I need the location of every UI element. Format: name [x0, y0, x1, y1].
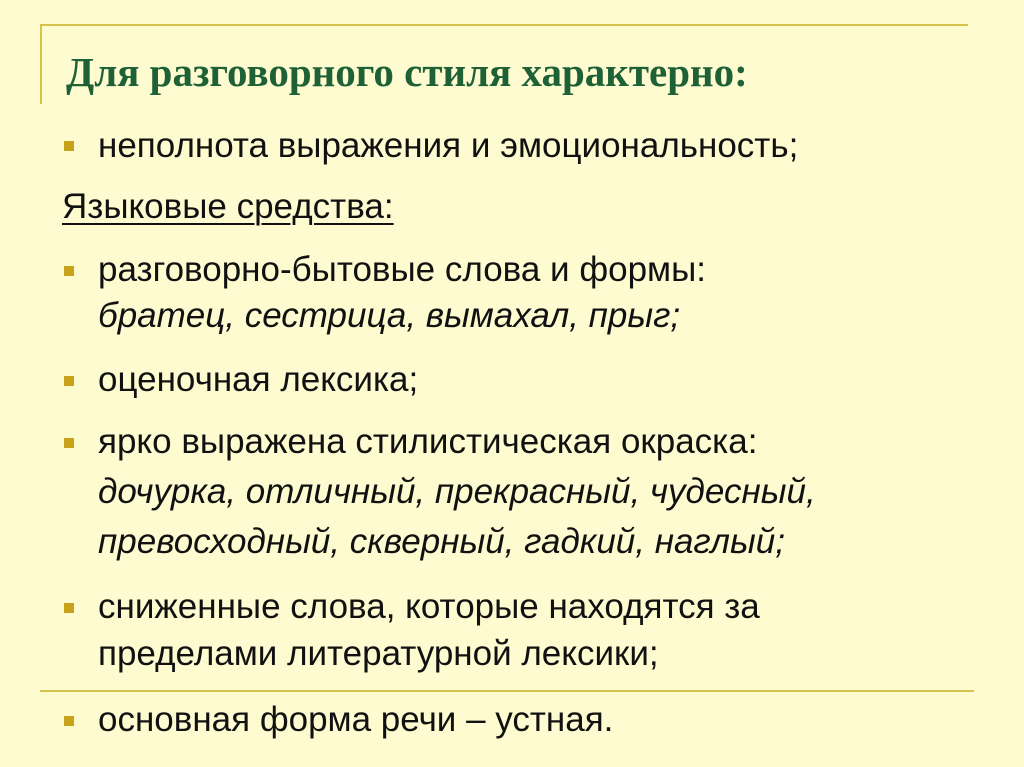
square-bullet-icon — [64, 376, 74, 386]
square-bullet-icon — [64, 266, 74, 276]
square-bullet-icon — [64, 603, 74, 613]
slide-title: Для разговорного стиля характерно: — [66, 49, 748, 95]
list-item-2-examples: братец, сестрица, вымахал, прыг; — [98, 296, 681, 335]
list-item-4-examples-line-2: превосходный, скверный, гадкий, наглый; — [98, 522, 785, 561]
list-item-5-line-1: сниженные слова, которые находятся за — [98, 587, 760, 626]
list-item-6: основная форма речи – устная. — [98, 700, 614, 739]
list-item-3: оценочная лексика; — [98, 360, 419, 399]
square-bullet-icon — [64, 141, 74, 151]
square-bullet-icon — [64, 716, 74, 726]
list-item-2: разговорно-бытовые слова и формы: — [98, 250, 706, 289]
list-item-1: неполнота выражения и эмоциональность; — [98, 126, 799, 165]
list-item-4-examples-line-1: дочурка, отличный, прекрасный, чудесный, — [98, 472, 816, 511]
square-bullet-icon — [64, 438, 74, 448]
subheading: Языковые средства: — [62, 187, 394, 226]
list-item-5-line-2: пределами литературной лексики; — [98, 634, 659, 673]
list-item-4: ярко выражена стилистическая окраска: — [98, 422, 758, 461]
